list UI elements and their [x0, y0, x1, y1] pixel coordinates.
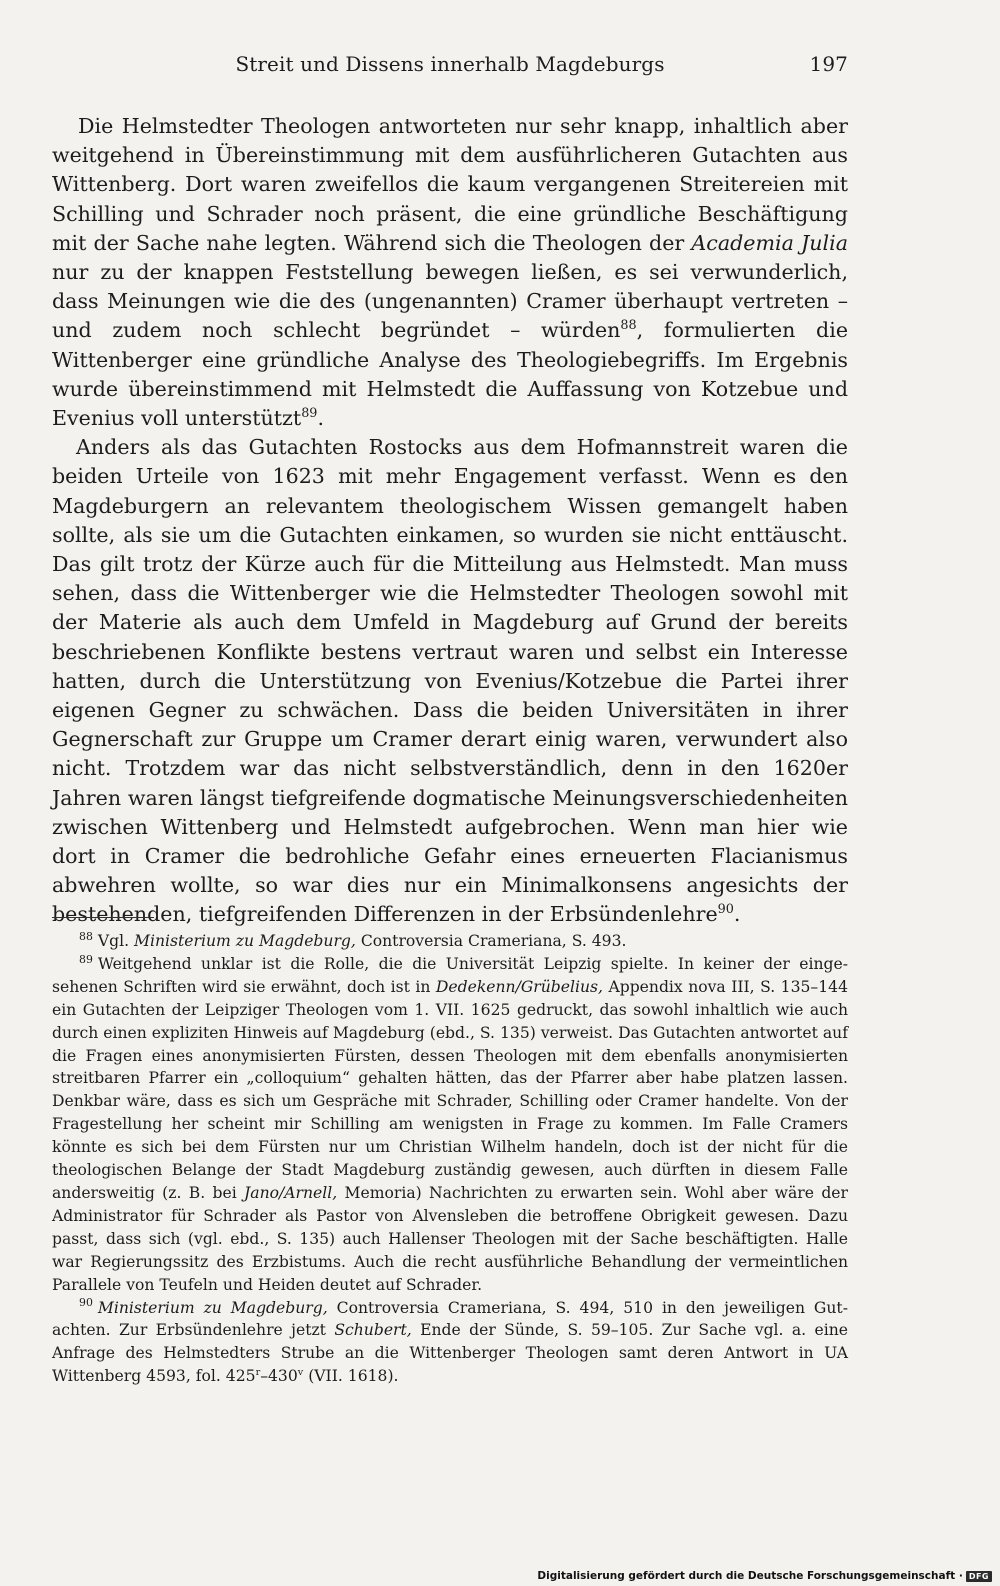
footnote-number: 88: [79, 929, 93, 943]
footnote-88: [52, 930, 848, 953]
footnote-ref-88[interactable]: 88: [620, 318, 637, 334]
footnote-number: 89: [79, 952, 93, 966]
text-run: Weitgehend unklar ist die Rolle, die die Universität Leipzig spielte. In keiner der eingesehenen Schriften wird sie erwähnt, doch ist in: [52, 954, 848, 996]
text-run: Appendix nova III, S. 135–144 ein Gutachten der Leipziger Theologen vom 1. VII. 1625 gedruckt, das sowohl inhaltlich wie auch durch einen expliziten Hinweis auf Magdeburg (ebd., S. 135) verweist. Das Gutachten antwortet auf die Fragen eines anonymisierten Fürsten, dessen Theologen mit dem ebenfalls anonymisierten streitbaren Pfarrer ein „colloquium“ gehalten hätten, das der Pfarrer aber habe platzen lassen. Denkbar wäre, dass es sich um Gespräche mit Schrader, Schilling oder Cramer handelte. Von der Fragestellung her scheint mir Schilling am wenigsten in Frage zu kommen. Im Falle Cramers könnte es sich bei dem Fürsten nur um Christian Wilhelm handeln, doch ist der nicht für die theologischen Belange der Stadt Magdeburg zuständig gewesen, auch dürften in diesem Falle andersweitig (z. B. bei: [52, 977, 848, 1202]
text-run: nur zu der knappen Feststellung bewegen ließen, es sei verwunderlich, dass Meinungen wie die des (ungenannten) Cramer überhaupt vertreten – und zudem noch schlecht begründet – würden: [52, 260, 848, 343]
superscript: v: [297, 1367, 304, 1379]
text-run: .: [733, 902, 741, 927]
text-run: Controversia Crameriana, S. 494, 510 in den jeweiligen Gutachten. Zur Erbsündenlehre jetzt: [52, 1298, 848, 1340]
text-run: Die Helmstedter Theologen antworteten nur sehr knapp, inhaltlich aber weitgehend in Übereinstimmung mit dem ausführlicheren Gutachten aus Wittenberg. Dort waren zweifellos die kaum vergangenen Streitereien mit Schilling und Schrader noch präsent, die eine gründliche Beschäftigung mit der Sache nahe legten. Während sich die Theologen der: [52, 114, 848, 255]
text-run: Ende der Sünde, S. 59–105. Zur Sache vgl. a. eine Anfrage des Helmstedters Strube an die Wittenberger Theologen samt deren Antwort in UA Wittenberg 4593, fol. 425: [52, 1321, 848, 1386]
footnotes: [52, 930, 848, 1388]
footnote-90: [52, 1297, 848, 1389]
italic-author: Schubert,: [334, 1321, 412, 1340]
italic-author: Jano/Arnell,: [244, 1183, 338, 1202]
dfg-logo-icon: DFG: [966, 1571, 992, 1582]
text-run: Vgl.: [97, 932, 135, 950]
text-run: Controversia Crameriana, S. 493.: [355, 932, 627, 950]
running-head-title: Streit und Dissens innerhalb Magdeburgs: [235, 52, 665, 76]
text-run: Anders als das Gutachten Rostocks aus dem Hofmannstreit waren die beiden Urteile von 1623 mit mehr Engagement verfasst. Wenn es den Magdeburgern an relevantem theologischem Wissen gemangelt haben sollte, als sie um die Gutachten einkamen, so wurden sie nicht enttäuscht. Das gilt trotz der Kürze auch für die Mitteilung aus Helmstedt. Man muss sehen, dass die Wittenberger wie die Helmstedter Theologen sowohl mit der Materie als auch dem Umfeld in Magdeburg auf Grund der bereits beschriebenen Konflikte bestens vertraut waren und selbst ein Interesse hatten, durch die Unterstützung von Evenius/Kotzebue die Partei ihrer eigenen Gegner zu schwächen. Dass die beiden Universitäten in ihrer Gegnerschaft zur Gruppe um Cramer derart einig waren, verwundert also nicht. Trotzdem war das nicht selbstverständlich, denn in den 1620er Jahren waren längst tiefgreifende dogmatische Meinungsverschiedenheiten zwischen Wittenberg und Helmstedt aufgebrochen. Wenn man hier wie dort in Cramer die bedrohliche Gefahr eines erneuerten Flacianismus abwehren wollte, so war dies nur ein Minimalkonsens angesichts der bestehenden, tiefgreifenden Differenzen in der Erbsündenlehre: [52, 435, 848, 927]
text-run: , formulierten die Wittenberger eine gründliche Analyse des Theologiebegriffs. Im Ergebnis wurde übereinstimmend mit Helmstedt die Auffassung von Kotzebue und Evenius voll unterstützt: [52, 318, 849, 431]
digitization-credit: [537, 1570, 992, 1582]
italic-term: Academia Julia: [691, 230, 848, 255]
text-run: .: [317, 406, 324, 431]
superscript: r: [255, 1367, 261, 1379]
italic-author: Dedekenn/Grübelius,: [435, 977, 603, 996]
text-run: Memoria) Nachrichten zu erwarten sein. Wohl aber wäre der Administrator für Schrader als Pastor von Alvensleben die betroffene Obrigkeit gewesen. Dazu passt, dass sich (vgl. ebd., S. 135) auch Hallenser Theologen mit der Sache beschäftigten. Halle war Regierungssitz des Erzbistums. Auch die recht ausführliche Behandlung der vermeintlichen Parallele von Teufeln und Heiden deutet auf Schrader.: [52, 1183, 848, 1294]
body-text: [52, 112, 848, 930]
credit-text: Digitalisierung gefördert durch die Deutsche Forschungsgemeinschaft ·: [537, 1570, 963, 1582]
footnote-ref-89[interactable]: 89: [301, 406, 318, 422]
paragraph-1: [52, 112, 848, 433]
text-run: –430: [260, 1367, 298, 1386]
footnote-ref-90[interactable]: 90: [717, 902, 734, 918]
footnote-number: 90: [79, 1296, 93, 1310]
italic-author: Ministerium zu Magdeburg,: [134, 932, 356, 950]
footnote-divider: [52, 917, 154, 918]
page-number: 197: [809, 52, 848, 76]
paragraph-2: [52, 433, 848, 929]
italic-author: Ministerium zu Magdeburg,: [97, 1298, 328, 1317]
footnote-89: [52, 953, 848, 1297]
text-run: (VII. 1618).: [303, 1367, 399, 1386]
